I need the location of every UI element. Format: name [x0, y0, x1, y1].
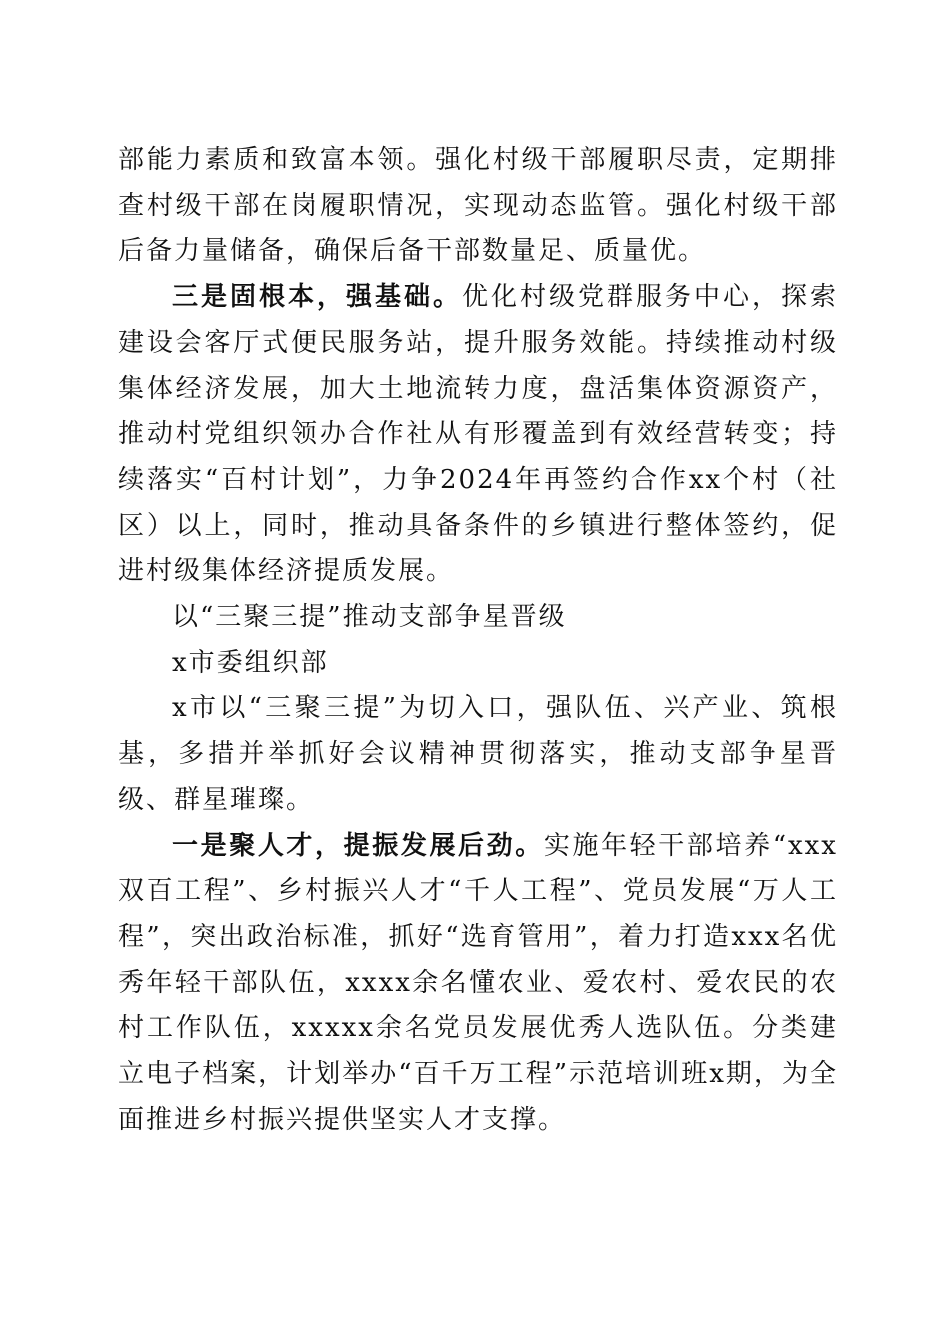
paragraph-section-one: [118, 824, 838, 1144]
paragraph-lead: 三是固根本，强基础。: [172, 282, 462, 313]
paragraph-text: 部能力素质和致富本领。强化村级干部履职尽责，定期排查村级干部在岗履职情况，实现动态监管。强化村级干部后备力量储备，确保后备干部数量足、质量优。: [118, 145, 838, 267]
paragraph-continuation: [118, 138, 838, 275]
article-intro: x市以“三聚三提”为切入口，强队伍、兴产业、筑根基，多措并举抓好会议精神贯彻落实，推动支部争星晋级、群星璀璨。: [118, 693, 838, 815]
article-title: 以“三聚三提”推动支部争星晋级: [172, 602, 567, 633]
paragraph-text: 实施年轻干部培养“xxx双百工程”、乡村振兴人才“千人工程”、党员发展“万人工程”，突出政治标准，抓好“选育管用”，着力打造xxx名优秀年轻干部队伍，xxxx余名懂农业、爱农村、爱农民的农村工作队伍，xxxxx余名党员发展优秀人选队伍。分类建立电子档案，计划举办“百千万工程”示范培训班x期，为全面推进乡村振兴提供坚实人才支撑。: [118, 830, 838, 1135]
paragraph-text: 优化村级党群服务中心，探索建设会客厅式便民服务站，提升服务效能。持续推动村级集体经济发展，加大土地流转力度，盘活集体资源资产，推动村党组织领办合作社从有形覆盖到有效经营转变；持续落实“百村计划”，力争2024年再签约合作xx个村（社区）以上，同时，推动具备条件的乡镇进行整体签约，促进村级集体经济提质发展。: [118, 282, 838, 587]
paragraph-lead: 一是聚人才，提振发展后劲。: [172, 830, 544, 861]
article-author: x市委组织部: [172, 647, 329, 678]
document-body: [118, 138, 838, 1143]
paragraph-section-three: [118, 275, 838, 595]
